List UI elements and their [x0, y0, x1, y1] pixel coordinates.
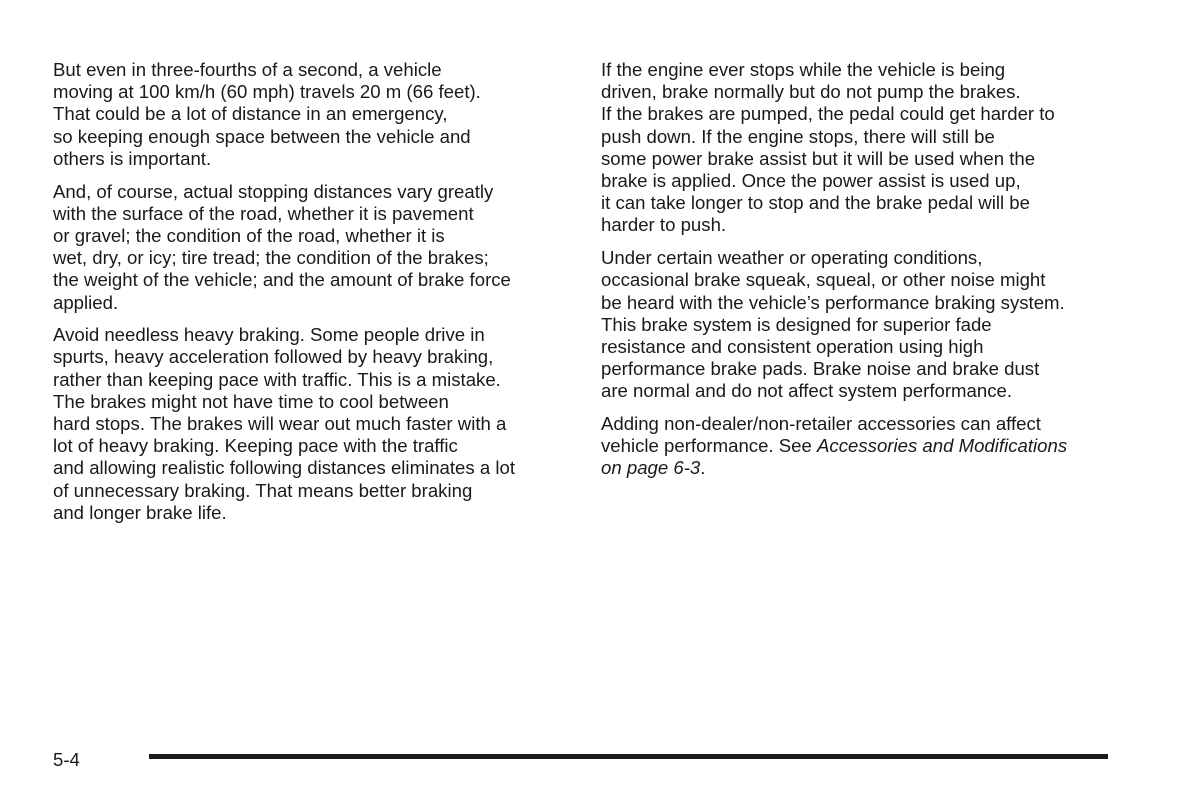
text-line: resistance and consistent operation using high	[601, 335, 984, 357]
text-line: spurts, heavy acceleration followed by heavy braking,	[53, 346, 494, 368]
text-fragment: .	[700, 457, 706, 479]
text-line: But even in three-fourths of a second, a vehicle	[53, 59, 442, 80]
paragraph-accessories	[601, 413, 1121, 480]
text-line: or gravel; the condition of the road, whether it is	[53, 224, 445, 246]
cross-reference-link[interactable]: Accessories and Modifications	[817, 435, 1068, 457]
text-line: driven, brake normally but do not pump the brakes.	[601, 81, 1021, 103]
text-line: This brake system is designed for superior fade	[601, 313, 992, 335]
cross-reference-page[interactable]: on page 6-3	[601, 457, 701, 479]
text-line: harder to push.	[601, 214, 727, 236]
text-line: wet, dry, or icy; tire tread; the condition of the brakes;	[53, 247, 489, 269]
text-line: rather than keeping pace with traffic. This is a mistake.	[53, 368, 501, 390]
text-line: are normal and do not affect system performance.	[601, 380, 1012, 402]
footer-rule	[149, 754, 1108, 759]
text-line: If the engine ever stops while the vehicle is being	[601, 59, 1006, 80]
paragraph-brake-noise	[601, 247, 1121, 402]
left-column	[53, 59, 573, 535]
text-line: and allowing realistic following distances eliminates a lot	[53, 457, 515, 479]
text-line	[601, 457, 1121, 479]
right-column	[601, 59, 1121, 490]
text-line: and longer brake life.	[53, 501, 227, 523]
text-line: be heard with the vehicle’s performance braking system.	[601, 291, 1065, 313]
page-number: 5-4	[53, 749, 80, 770]
text-line: occasional brake squeak, squeal, or other noise might	[601, 269, 1046, 291]
text-line: If the brakes are pumped, the pedal could get harder to	[601, 103, 1055, 125]
text-line: moving at 100 km/h (60 mph) travels 20 m (66 feet).	[53, 81, 481, 103]
text-line: And, of course, actual stopping distances vary greatly	[53, 180, 494, 202]
text-line: brake is applied. Once the power assist is used up,	[601, 170, 1021, 192]
text-line: performance brake pads. Brake noise and brake dust	[601, 358, 1040, 380]
text-line: some power brake assist but it will be used when the	[601, 147, 1036, 169]
paragraph-stopping-distance-conditions	[53, 181, 573, 314]
text-line: so keeping enough space between the vehicle and	[53, 125, 471, 147]
paragraph-stopping-distance-time	[53, 59, 573, 170]
text-line: The brakes might not have time to cool between	[53, 390, 449, 412]
text-line: with the surface of the road, whether it is pavement	[53, 202, 474, 224]
text-line: the weight of the vehicle; and the amount of brake force	[53, 269, 511, 291]
text-line: it can take longer to stop and the brake pedal will be	[601, 192, 1030, 214]
text-line: lot of heavy braking. Keeping pace with the traffic	[53, 435, 458, 457]
text-line: push down. If the engine stops, there will still be	[601, 125, 995, 147]
text-line: of unnecessary braking. That means better braking	[53, 479, 473, 501]
text-line	[601, 435, 1121, 457]
text-line: Adding non-dealer/non-retailer accessories can affect	[601, 413, 1041, 435]
text-fragment: vehicle performance. See	[601, 435, 818, 457]
text-line: That could be a lot of distance in an emergency,	[53, 103, 448, 125]
text-line: applied.	[53, 291, 119, 313]
paragraph-heavy-braking	[53, 324, 573, 524]
text-line: others is important.	[53, 147, 212, 169]
paragraph-engine-stops	[601, 59, 1121, 237]
text-line: Avoid needless heavy braking. Some people drive in	[53, 324, 485, 346]
text-line: hard stops. The brakes will wear out much faster with a	[53, 413, 507, 435]
text-line: Under certain weather or operating conditions,	[601, 247, 983, 269]
